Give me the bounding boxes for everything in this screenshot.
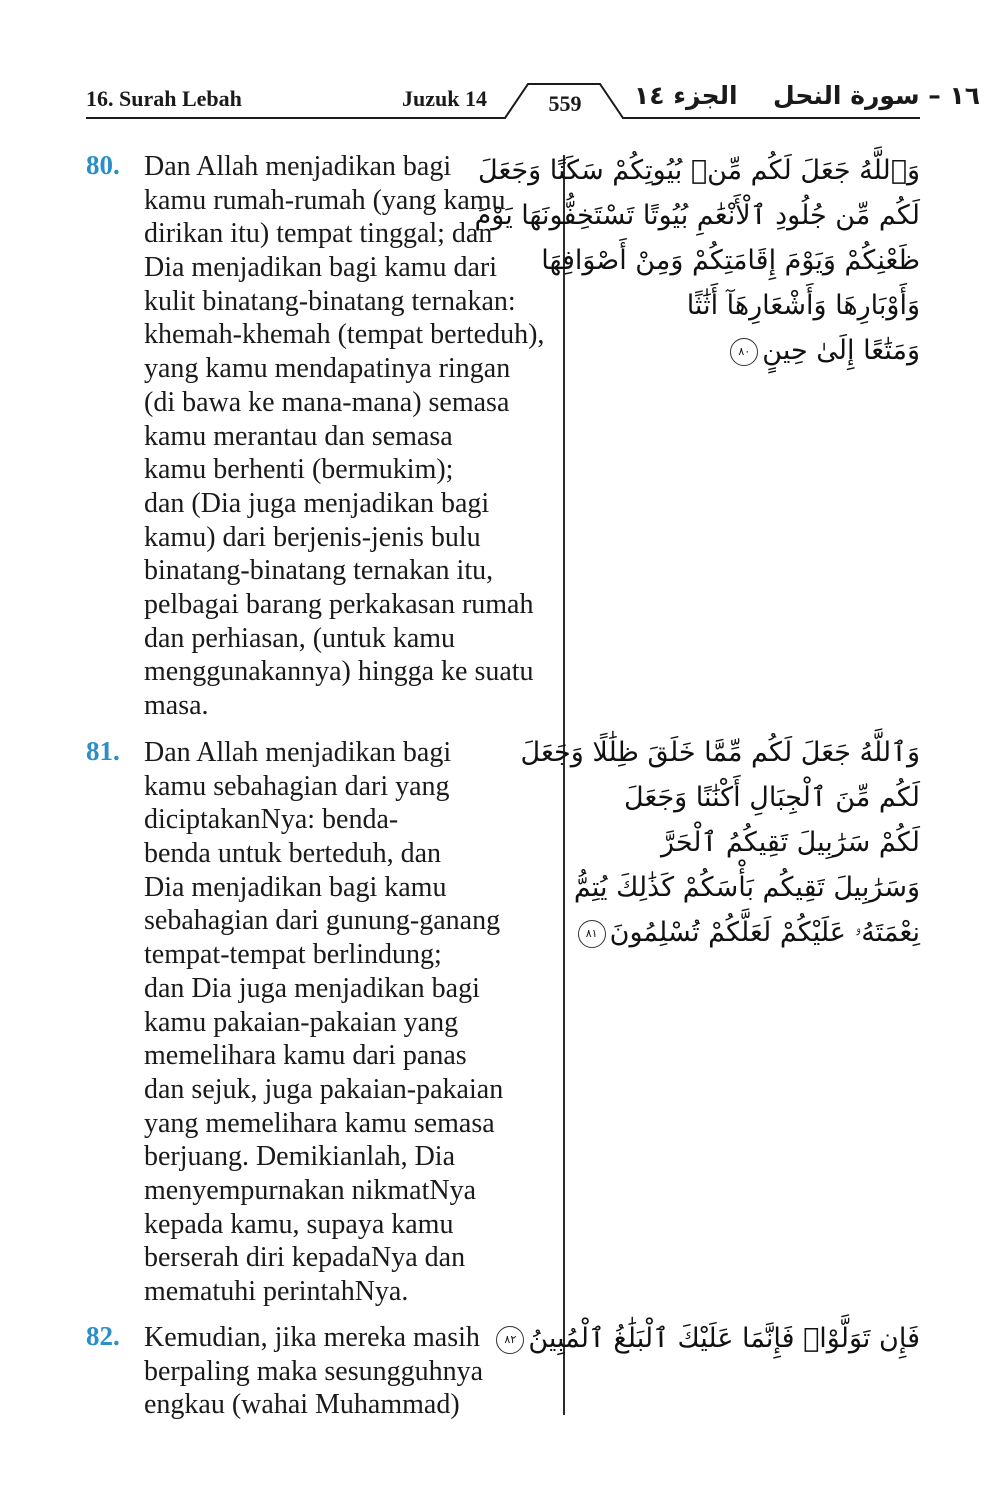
arabic-line-text: فَإِن تَوَلَّوْا۟ فَإِنَّمَا عَلَيْكَ ٱلْبَلَٰغُ ٱلْمُبِينُ <box>528 1323 920 1354</box>
translation-line: kamu pakaian-pakaian yang <box>144 1006 459 1038</box>
translation-line: yang memelihara kamu semasa <box>144 1107 495 1139</box>
translation-text <box>144 736 564 1309</box>
translation-line: dan Dia juga menjadikan bagi <box>144 972 480 1004</box>
translation-line: berjuang. Demikianlah, Dia <box>144 1141 456 1173</box>
juzuk-label-arabic: الجزء ١٤ <box>634 81 738 110</box>
translation-line: Dan Allah menjadikan bagi <box>144 151 452 182</box>
verse-number: 81. <box>86 736 120 766</box>
arabic-line <box>504 1316 920 1361</box>
translation-line: Dan Allah menjadikan bagi <box>144 737 452 768</box>
arabic-line: لَكُم مِّنَ ٱلْجِبَالِ أَكْنَٰنًا وَجَعَلَ <box>624 782 920 813</box>
verse-80-arabic <box>474 148 920 373</box>
translation-line: benda untuk berteduh, dan <box>144 838 442 870</box>
page-header <box>0 0 1000 130</box>
arabic-line: وَٱللَّهُ جَعَلَ لَكُم مِّنۢ بُيُوتِكُمْ سَكَنًا وَجَعَلَ <box>478 155 920 186</box>
arabic-line: لَكُمْ سَرَٰبِيلَ تَقِيكُمُ ٱلْحَرَّ <box>660 827 920 858</box>
translation-line: kepada kamu, supaya kamu <box>144 1208 454 1240</box>
surah-name-latin: 16. Surah Lebah <box>86 86 242 111</box>
translation-line: memelihara kamu dari panas <box>144 1040 467 1072</box>
translation-line: dan (Dia juga menjadikan bagi <box>144 487 490 519</box>
page-number: 559 <box>548 91 582 116</box>
translation-line: menyempurnakan nikmatNya <box>144 1174 477 1206</box>
translation-line: kamu merantau dan semasa <box>144 420 453 452</box>
translation-line: mematuhi perintahNya. <box>144 1276 409 1307</box>
translation-line: kamu berhenti (bermukim); <box>144 454 454 486</box>
arabic-line: وَأَوْبَارِهَا وَأَشْعَارِهَآ أَثَٰثًا <box>686 290 920 321</box>
juzuk-label-latin: Juzuk 14 <box>402 86 487 111</box>
ayah-end-marker: ٨٢ <box>496 1326 524 1354</box>
translation-line: khemah-khemah (tempat berteduh), <box>144 319 545 351</box>
translation-line: kamu sebahagian dari yang <box>144 770 450 802</box>
verse-number: 82. <box>86 1321 120 1351</box>
translation-line: kulit binatang-binatang ternakan: <box>144 285 516 317</box>
translation-line: yang kamu mendapatinya ringan <box>144 353 511 385</box>
translation-line: engkau (wahai Muhammad) <box>144 1389 460 1421</box>
translation-line: diciptakanNya: benda- <box>144 804 399 836</box>
translation-line: dan sejuk, juga pakaian-pakaian <box>144 1073 504 1105</box>
translation-line: berserah diri kepadaNya dan <box>144 1242 466 1274</box>
arabic-line: وَسَرَٰبِيلَ تَقِيكُم بَأْسَكُمْ كَذَٰلِكَ يُتِمُّ <box>573 872 920 903</box>
translation-line: Dia menjadikan bagi kamu dari <box>144 252 497 284</box>
ayah-end-marker: ٨٠ <box>730 338 758 366</box>
arabic-line: وَٱللَّهُ جَعَلَ لَكُم مِّمَّا خَلَقَ ظِلَٰلًا وَجَعَلَ <box>520 737 920 768</box>
translation-line: tempat-tempat berlindung; <box>144 939 442 971</box>
surah-name-arabic: ١٦ – سورة النحل <box>773 81 981 110</box>
ayah-end-marker: ٨١ <box>578 920 606 948</box>
translation-line: (di bawa ke mana-mana) semasa <box>144 386 510 418</box>
arabic-line <box>580 910 920 955</box>
verse-81-arabic <box>520 730 920 955</box>
translation-line: dan perhiasan, (untuk kamu <box>144 622 456 654</box>
arabic-line <box>580 328 920 373</box>
translation-line: kamu) dari berjenis-jenis bulu <box>144 521 481 553</box>
translation-line: masa. <box>144 690 209 721</box>
translation-line: pelbagai barang perkakasan rumah <box>144 588 534 620</box>
translation-line: menggunakannya) hingga ke suatu <box>144 656 534 688</box>
arabic-line-text: وَمَتَٰعًا إِلَىٰ حِينٍ <box>762 335 920 366</box>
arabic-line: لَكُم مِّن جُلُودِ ٱلْأَنْعَٰمِ بُيُوتًا تَسْتَخِفُّونَهَا يَوْمَ <box>474 200 920 231</box>
translation-line: kamu rumah-rumah (yang kamu <box>144 184 506 216</box>
translation-line: binatang-binatang ternakan itu, <box>144 555 494 587</box>
translation-line: berpaling maka sesungguhnya <box>144 1355 484 1387</box>
translation-line: sebahagian dari gunung-ganang <box>144 905 501 937</box>
verse-number: 80. <box>86 150 120 180</box>
translation-line: Kemudian, jika mereka masih <box>144 1322 480 1353</box>
verse-82-arabic <box>504 1316 920 1361</box>
translation-line: dirikan itu) tempat tinggal; dan <box>144 218 493 250</box>
translation-line: Dia menjadikan bagi kamu <box>144 871 447 903</box>
arabic-line: ظَعْنِكُمْ وَيَوْمَ إِقَامَتِكُمْ وَمِنْ أَصْوَافِهَا <box>541 245 920 276</box>
arabic-line-text: نِعْمَتَهُۥ عَلَيْكُمْ لَعَلَّكُمْ تُسْلِمُونَ <box>609 917 920 948</box>
